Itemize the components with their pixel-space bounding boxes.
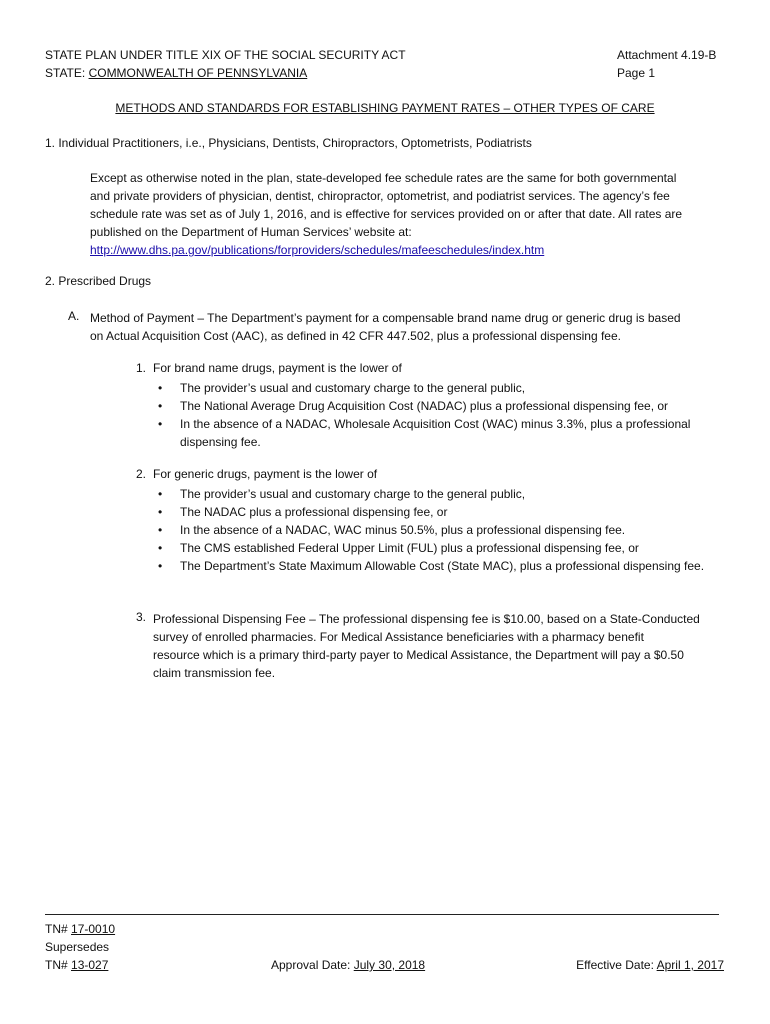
item-3-line: resource which is a primary third-party payer to Medical Assistance, the Department will pay a $0.50 xyxy=(153,648,684,662)
section-1-body xyxy=(90,169,682,259)
footer-tn-value: 17-0010 xyxy=(71,922,116,936)
item-3-marker: 3. xyxy=(136,610,147,624)
header-state-label: STATE: xyxy=(45,66,89,80)
bullet-icon: • xyxy=(158,523,163,537)
list-item: • The National Average Drug Acquisition Cost (NADAC) plus a professional dispensing fee, or xyxy=(158,399,669,413)
bullet-icon: • xyxy=(158,505,163,519)
footer-divider xyxy=(45,914,719,915)
list-item: • The provider’s usual and customary charge to the general public, xyxy=(158,381,526,395)
bullet-icon: • xyxy=(158,381,163,395)
subsection-a-line: on Actual Acquisition Cost (AAC), as defined in 42 CFR 447.502, plus a professional dispensing fee. xyxy=(90,329,621,343)
section-1-heading: 1. Individual Practitioners, i.e., Physicians, Dentists, Chiropractors, Optometrists, Podiatrists xyxy=(45,136,532,150)
subsection-a-body xyxy=(90,309,681,345)
section-2-heading: 2. Prescribed Drugs xyxy=(45,274,152,288)
section-1-line: schedule rate was set as of July 1, 2016, and is effective for services provided on or after that date. All rates are xyxy=(90,207,683,221)
list-item: • In the absence of a NADAC, Wholesale Acquisition Cost (WAC) minus 3.3%, plus a professional dispensing fee. xyxy=(158,417,691,449)
bullet-icon: • xyxy=(158,487,163,501)
footer-effective-date: Effective Date: April 1, 2017 xyxy=(576,958,724,972)
list-item: • In the absence of a NADAC, WAC minus 50.5%, plus a professional dispensing fee. xyxy=(158,523,626,537)
footer-effective-value: April 1, 2017 xyxy=(656,958,724,972)
document-title: METHODS AND STANDARDS FOR ESTABLISHING PAYMENT RATES – OTHER TYPES OF CARE xyxy=(115,101,655,115)
list-item: • The CMS established Federal Upper Limit (FUL) plus a professional dispensing fee, or xyxy=(158,541,639,555)
fee-schedule-link[interactable]: http://www.dhs.pa.gov/publications/forproviders/schedules/mafeeschedules/index.htm xyxy=(90,243,545,257)
bullet-icon: • xyxy=(158,559,163,573)
item-1-marker: 1. xyxy=(136,361,147,375)
section-1-line: published on the Department of Human Services’ website at: xyxy=(90,225,412,239)
header-plan-title: STATE PLAN UNDER TITLE XIX OF THE SOCIAL SECURITY ACT xyxy=(45,48,406,62)
bullet-icon: • xyxy=(158,399,163,413)
section-1-line: and private providers of physician, dentist, chiropractor, optometrist, and podiatrist services. The agency’s fee xyxy=(90,189,670,203)
footer-tn-superseded-value: 13-027 xyxy=(71,958,109,972)
footer-approval-date: Approval Date: July 30, 2018 xyxy=(271,958,426,972)
item-3-body xyxy=(153,610,700,682)
list-item: • The provider’s usual and customary charge to the general public, xyxy=(158,487,526,501)
section-1-line: Except as otherwise noted in the plan, state-developed fee schedule rates are the same for both governmental xyxy=(90,171,677,185)
bullet-icon: • xyxy=(158,541,163,555)
list-item: • The Department’s State Maximum Allowable Cost (State MAC), plus a professional dispensing fee. xyxy=(158,559,705,573)
header-state xyxy=(45,66,307,80)
footer-tn-superseded: TN# 13-027 xyxy=(45,958,109,972)
list-item: • The NADAC plus a professional dispensing fee, or xyxy=(158,505,448,519)
item-2-marker: 2. xyxy=(136,467,147,481)
item-2-bullet-list xyxy=(156,485,716,575)
item-3-line: survey of enrolled pharmacies. For Medical Assistance beneficiaries with a pharmacy benefit xyxy=(153,630,644,644)
header-page-number: Page 1 xyxy=(617,66,656,80)
header-attachment: Attachment 4.19-B xyxy=(617,48,717,62)
item-1-text: For brand name drugs, payment is the lower of xyxy=(153,361,402,375)
subsection-a-line: Method of Payment – The Department’s payment for a compensable brand name drug or generic drug is based xyxy=(90,311,681,325)
item-2-text: For generic drugs, payment is the lower of xyxy=(153,467,378,481)
item-3-line: claim transmission fee. xyxy=(153,666,276,680)
header-state-value: COMMONWEALTH OF PENNSYLVANIA xyxy=(88,66,308,80)
subsection-a-marker: A. xyxy=(68,309,80,323)
footer-approval-value: July 30, 2018 xyxy=(353,958,426,972)
item-1-bullet-list xyxy=(156,379,716,451)
item-3-line: Professional Dispensing Fee – The professional dispensing fee is $10.00, based on a State-Conducted xyxy=(153,612,700,626)
footer-supersedes: Supersedes xyxy=(45,940,110,954)
footer-tn: TN# 17-0010 xyxy=(45,922,116,936)
bullet-icon: • xyxy=(158,417,163,431)
